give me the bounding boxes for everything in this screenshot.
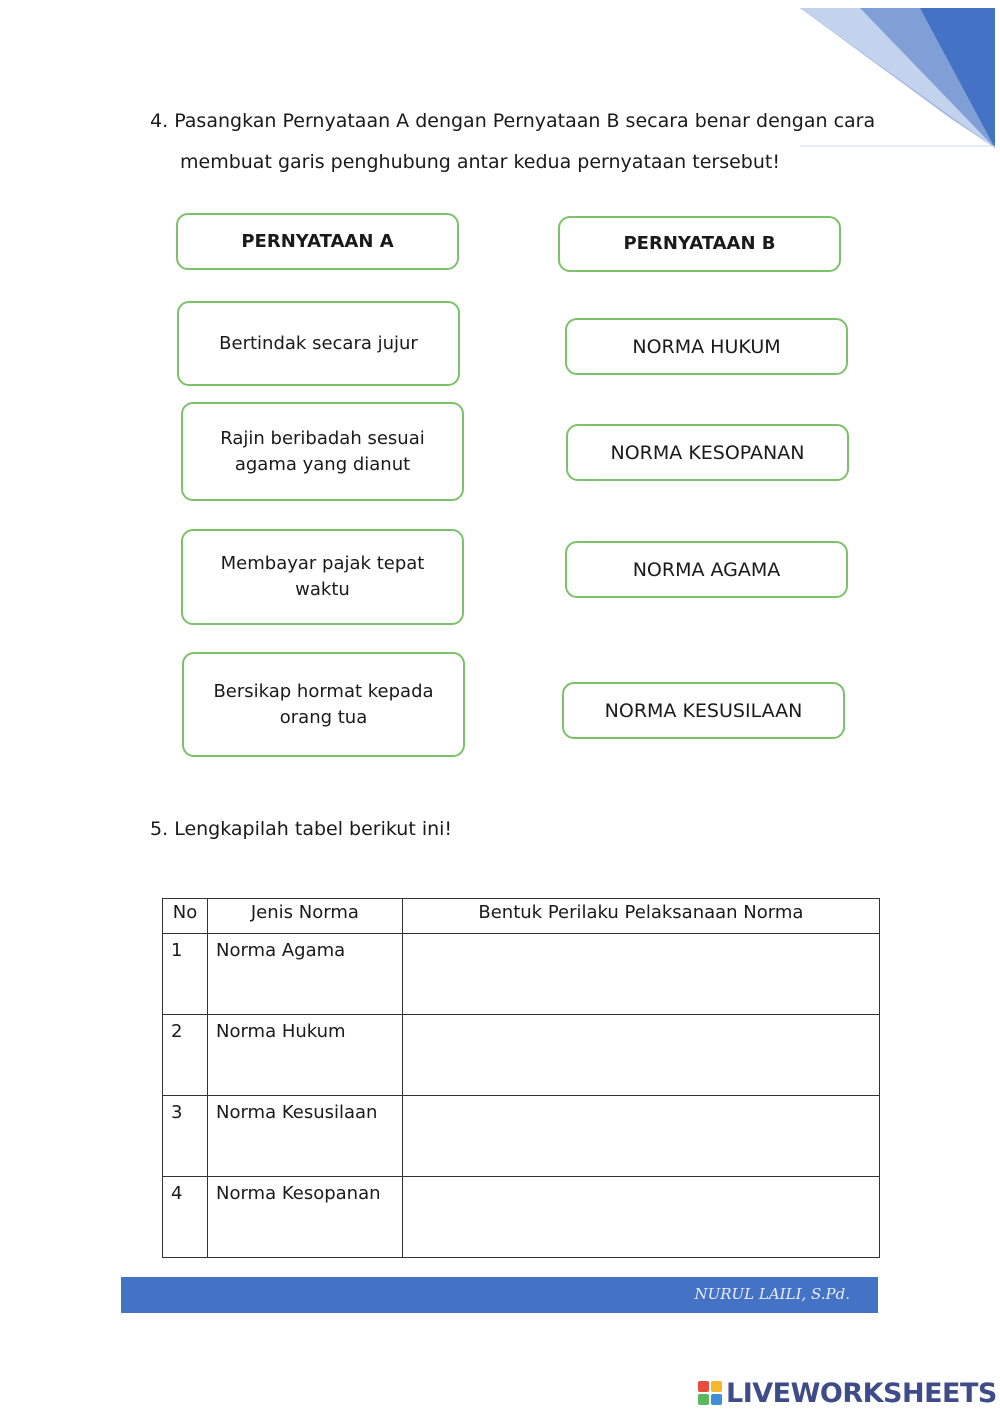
question-4-line-1 (150, 110, 875, 132)
row-answer-cell[interactable] (402, 1177, 879, 1258)
pernyataan-b-item-1[interactable]: NORMA HUKUM (565, 318, 848, 375)
question-4-number: 4. (150, 110, 169, 132)
row-jenis-norma: Norma Hukum (207, 1015, 402, 1096)
row-jenis-norma: Norma Agama (207, 934, 402, 1015)
liveworksheets-logo-icon (698, 1381, 722, 1405)
row-number: 1 (163, 934, 208, 1015)
question-4-text-1: Pasangkan Pernyataan A dengan Pernyataan B secara benar dengan cara (174, 110, 876, 132)
row-jenis-norma: Norma Kesopanan (207, 1177, 402, 1258)
pernyataan-a-item-1[interactable]: Bertindak secara jujur (177, 301, 460, 386)
header-no: No (163, 899, 208, 934)
table-row (163, 1096, 880, 1177)
pernyataan-b-header: PERNYATAAN B (558, 216, 841, 272)
liveworksheets-logo[interactable] (698, 1378, 997, 1408)
norma-table (162, 898, 880, 1258)
pernyataan-a-header: PERNYATAAN A (176, 213, 459, 270)
question-5-text: Lengkapilah tabel berikut ini! (174, 818, 453, 840)
table-row (163, 934, 880, 1015)
header-jenis-norma: Jenis Norma (207, 899, 402, 934)
row-number: 4 (163, 1177, 208, 1258)
question-5 (150, 818, 452, 840)
pernyataan-a-item-3[interactable]: Membayar pajak tepat waktu (181, 529, 464, 625)
pernyataan-a-item-2[interactable]: Rajin beribadah sesuai agama yang dianut (181, 402, 464, 501)
footer-bar (121, 1277, 878, 1313)
liveworksheets-logo-text: LIVEWORKSHEETS (726, 1377, 997, 1409)
row-answer-cell[interactable] (402, 1096, 879, 1177)
header-bentuk-perilaku: Bentuk Perilaku Pelaksanaan Norma (402, 899, 879, 934)
row-answer-cell[interactable] (402, 1015, 879, 1096)
table-header-row (163, 899, 880, 934)
table-row (163, 1015, 880, 1096)
footer-author: NURUL LAILI, S.Pd. (694, 1285, 850, 1303)
row-number: 3 (163, 1096, 208, 1177)
pernyataan-b-item-3[interactable]: NORMA AGAMA (565, 541, 848, 598)
row-answer-cell[interactable] (402, 934, 879, 1015)
pernyataan-b-item-4[interactable]: NORMA KESUSILAAN (562, 682, 845, 739)
pernyataan-a-item-4[interactable]: Bersikap hormat kepada orang tua (182, 652, 465, 757)
row-number: 2 (163, 1015, 208, 1096)
question-4-line-2: membuat garis penghubung antar kedua pernyataan tersebut! (180, 151, 780, 173)
question-5-number: 5. (150, 818, 169, 840)
pernyataan-b-item-2[interactable]: NORMA KESOPANAN (566, 424, 849, 481)
row-jenis-norma: Norma Kesusilaan (207, 1096, 402, 1177)
table-row (163, 1177, 880, 1258)
